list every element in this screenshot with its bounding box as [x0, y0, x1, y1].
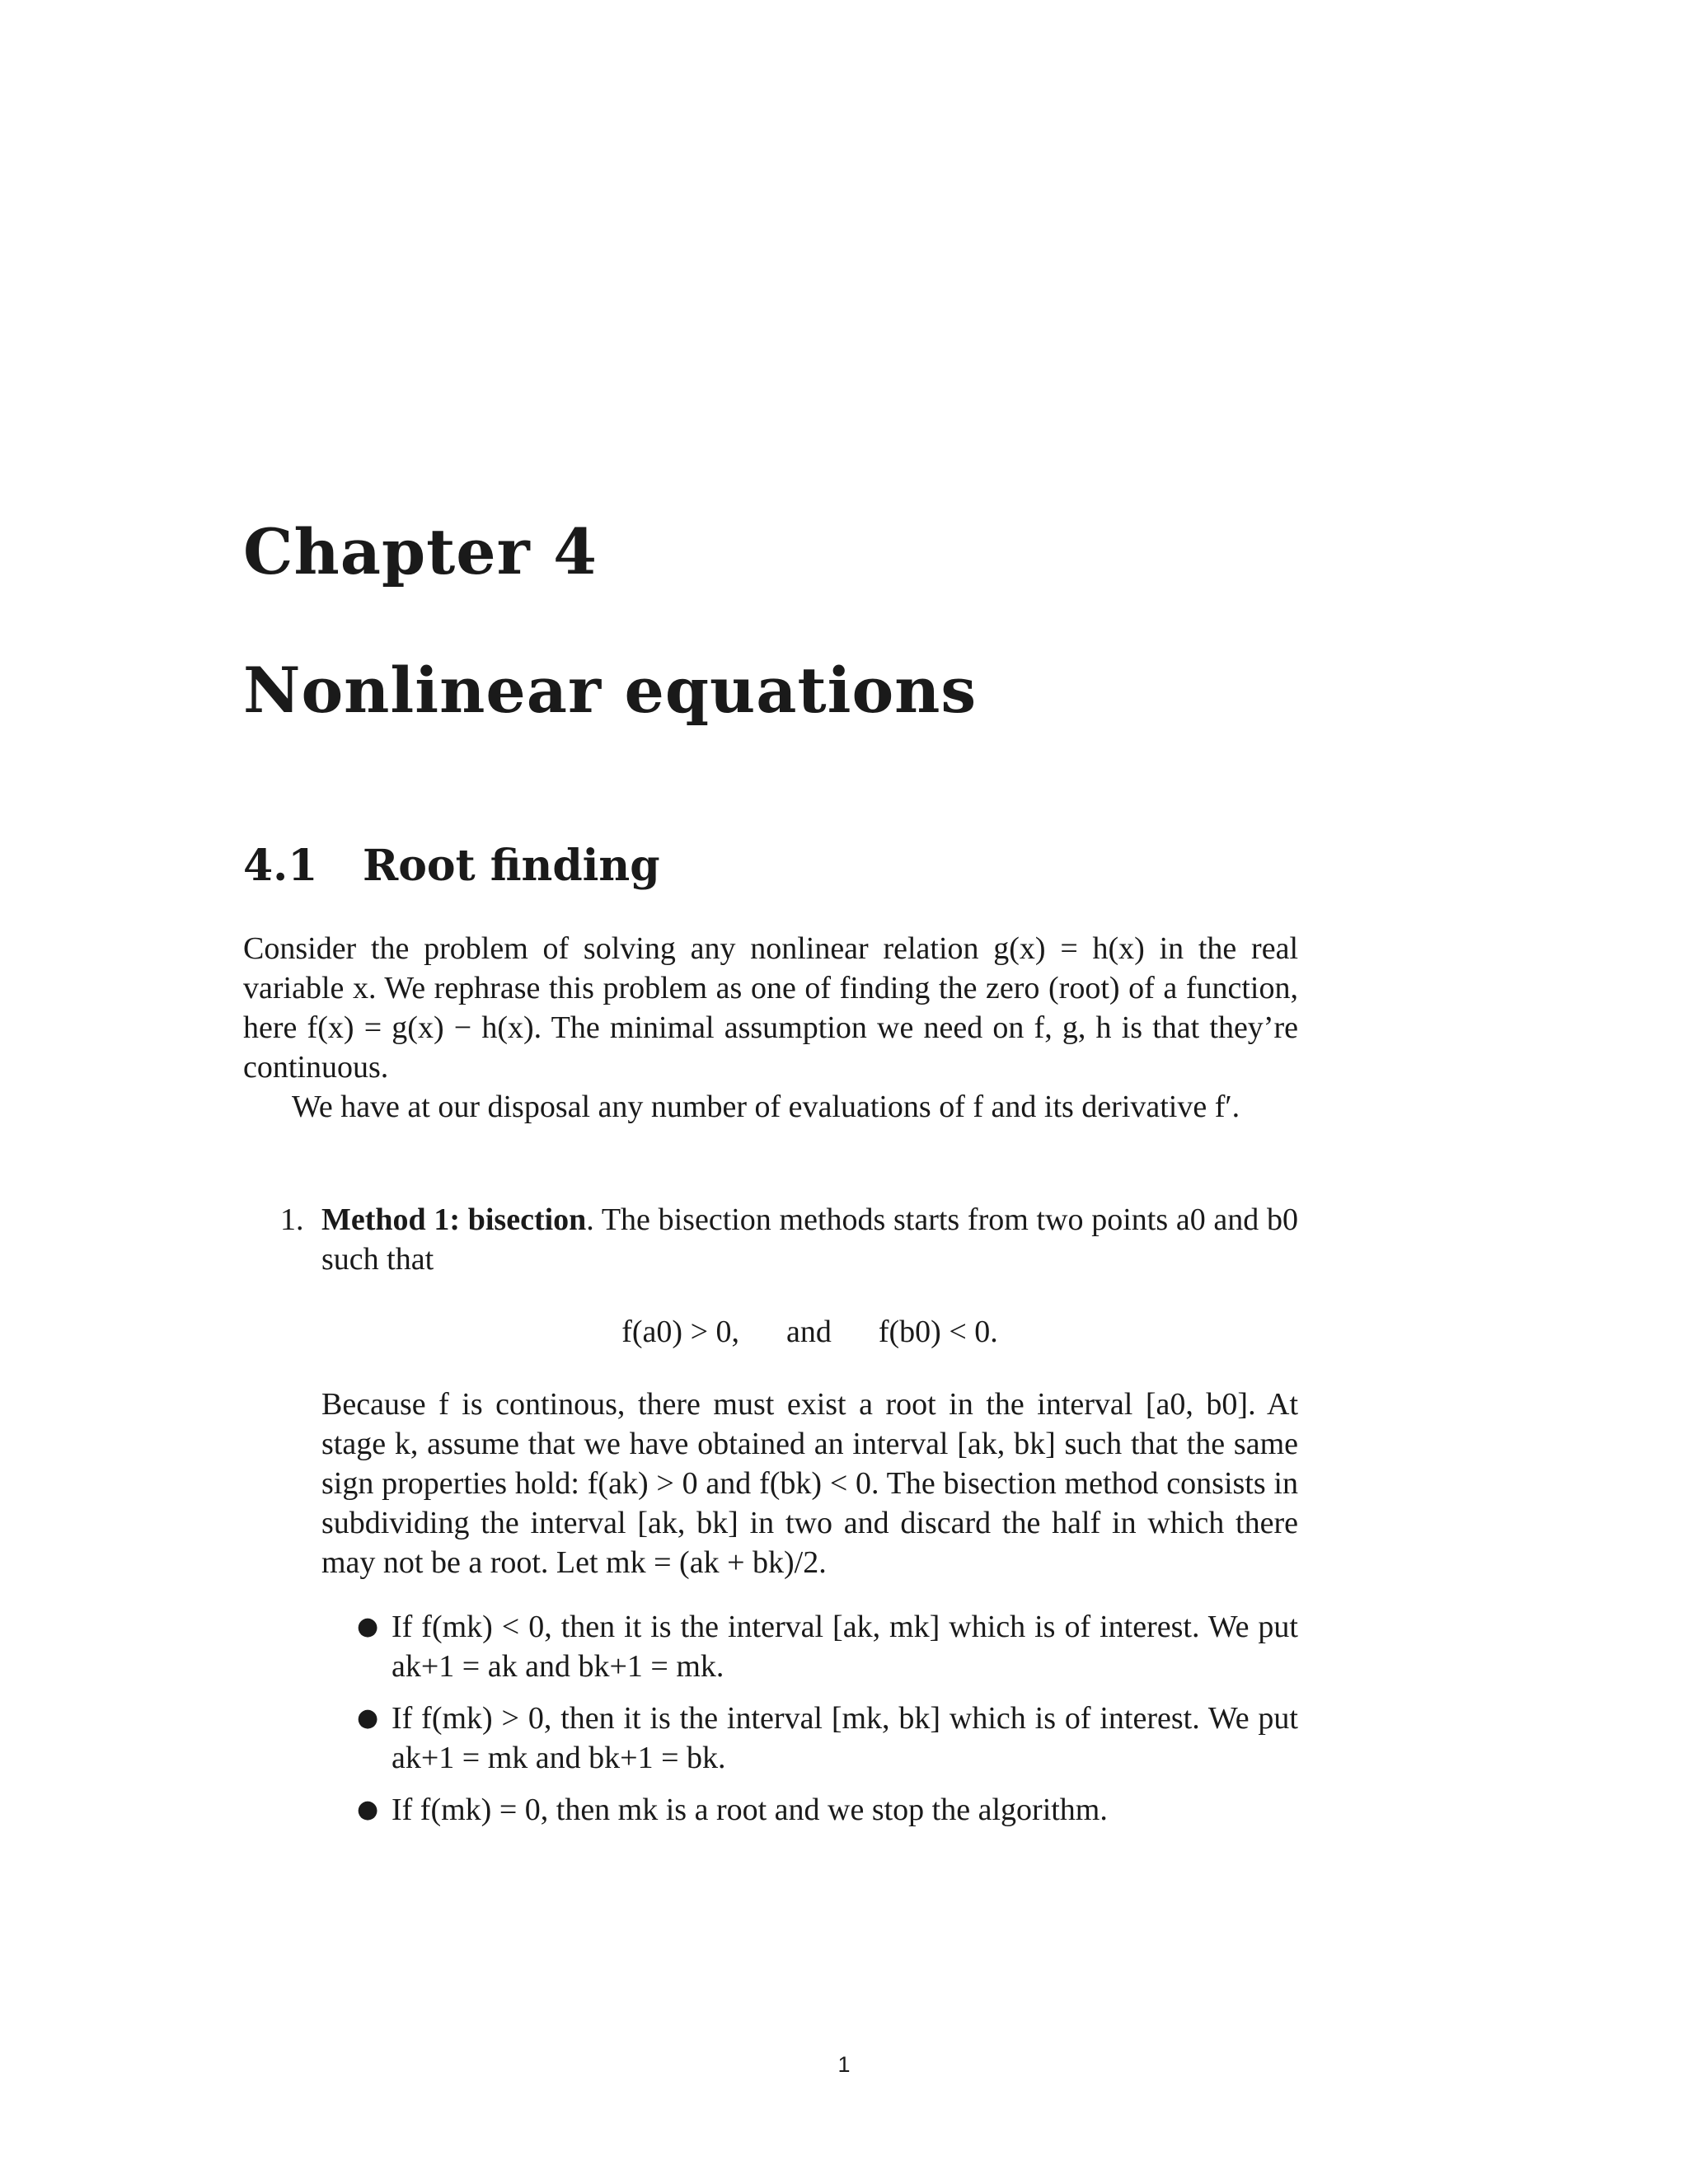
bullet-item: If f(mk) > 0, then it is the interval [mk, bk] which is of interest. We put ak+1 = mk and bk+1 = bk.	[392, 1701, 1298, 1775]
section-heading	[243, 841, 660, 891]
list-item-number: 1.	[280, 1202, 304, 1237]
display-equation: f(a0) > 0, and f(b0) < 0.	[621, 1315, 998, 1349]
section-number: 4.1	[243, 841, 318, 891]
bullet-icon: ●	[357, 1704, 379, 1732]
bullet-item: If f(mk) = 0, then mk is a root and we stop the algorithm.	[392, 1793, 1108, 1827]
section-title: Root finding	[363, 841, 660, 891]
chapter-label: Chapter 4	[243, 515, 598, 588]
bullet-icon: ●	[357, 1612, 379, 1641]
chapter-title: Nonlinear equations	[243, 654, 978, 727]
method-intro: The bisection methods starts from two points a0 and b0 such that	[321, 1202, 1298, 1277]
method-title: Method 1: bisection	[321, 1202, 587, 1237]
paragraph-intro: Consider the problem of solving any nonlinear relation g(x) = h(x) in the real variable x. We rephrase this problem as one of finding the zero (root) of a function, here f(x) = g(x) − h(x). The minimal assumption we need on f, g, h is that they’re continuous.	[243, 931, 1298, 1085]
paragraph-evaluations: We have at our disposal any number of evaluations of f and its derivative f′.	[292, 1090, 1240, 1124]
list-item-intro: Method 1: bisection. The bisection methods starts from two points a0 and b0 such that	[321, 1202, 1298, 1277]
page-number: 1	[837, 2052, 851, 2077]
bullet-icon: ●	[357, 1795, 379, 1824]
bisection-paragraph: Because f is continous, there must exist a root in the interval [a0, b0]. At stage k, assume that we have obtained an interval [ak, bk] such that the same sign properties hold: f(ak) > 0 and f(bk) < 0. The bisection method consists in subdividing the interval [ak, bk] in two and discard the half in which there may not be a root. Let mk = (ak + bk)/2.	[321, 1387, 1298, 1580]
bullet-item: If f(mk) < 0, then it is the interval [ak, mk] which is of interest. We put ak+1 = ak and bk+1 = mk.	[392, 1610, 1298, 1684]
